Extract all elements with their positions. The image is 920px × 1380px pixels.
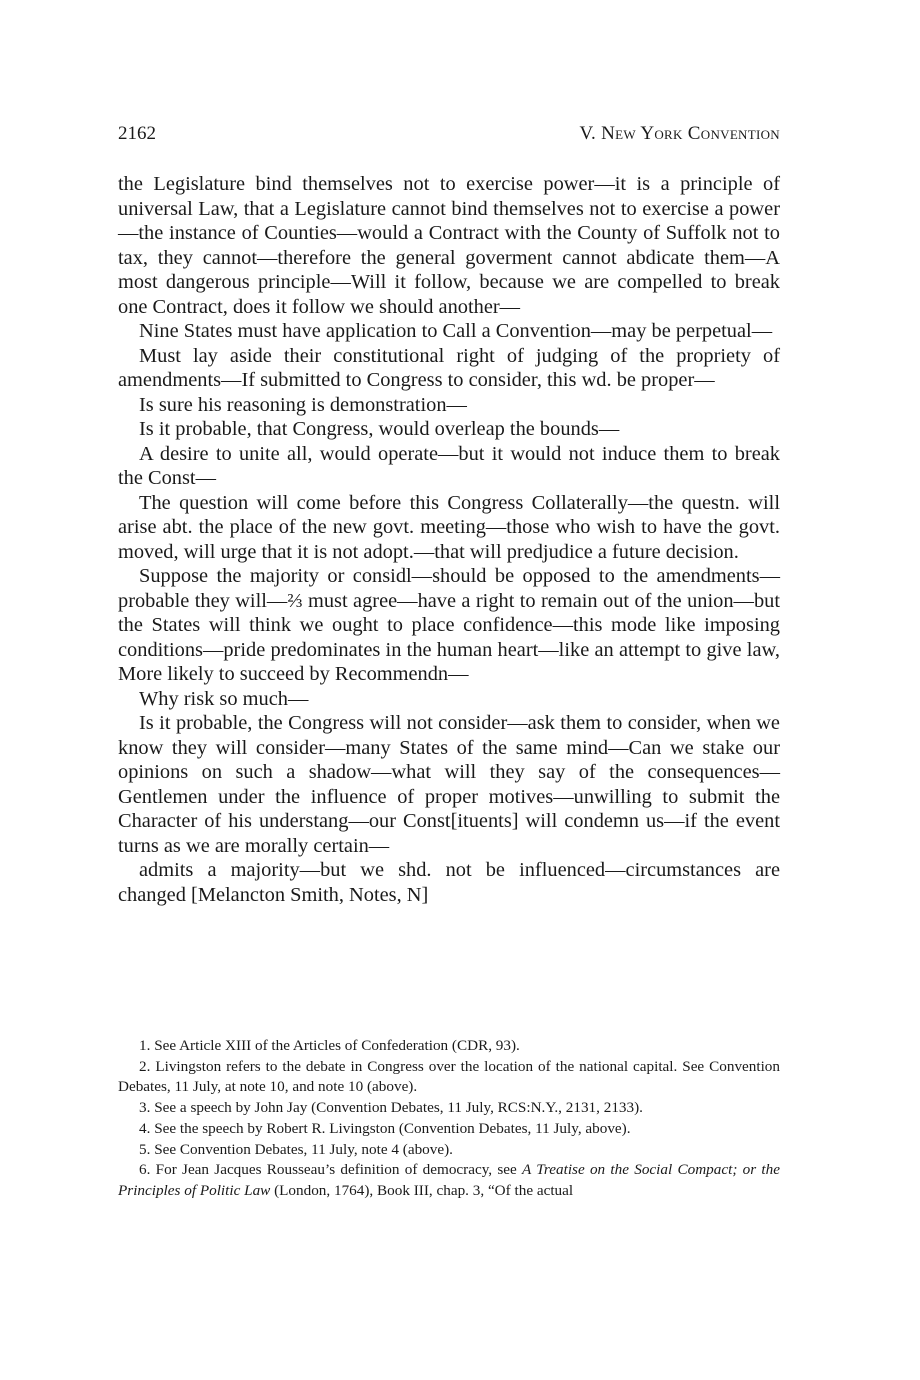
footnote: 2. Livingston refers to the debate in Congress over the location of the national capital. See Convention Debates, 11 July, at note 10, and note 10 (above). — [118, 1057, 780, 1096]
paragraph: Nine States must have application to Call a Convention—may be perpetual— — [139, 320, 773, 342]
running-head-part: Y — [635, 123, 655, 144]
footnote: 5. See Convention Debates, 11 July, note 4 (above). — [139, 1140, 453, 1158]
footnote-6-tail: (London, 1764), Book III, chap. 3, “Of the actual — [270, 1181, 574, 1199]
running-head-part: onvention — [700, 123, 780, 144]
paragraph: Is sure his reasoning is demonstration— — [139, 393, 467, 416]
footnote: 4. See the speech by Robert R. Livingston (Convention Debates, 11 July, above). — [139, 1119, 631, 1137]
running-head-part: ew — [615, 123, 636, 144]
paragraph: Why risk so much— — [139, 687, 309, 710]
paragraph: Suppose the majority or considl—should be opposed to the amendments—probable they will—⅔ must agree—have a right to remain out of the union—but the States will think we ought to place confidence—this mode like imposing conditions—pride predominates in the human heart—like an attempt to give law, More likely to succeed by Recommendn— — [118, 565, 780, 685]
paragraph: the Legislature bind themselves not to exercise power—it is a principle of universal Law, that a Legislature cannot bind themselves not to exercise a power—the instance of Counties—would a Contract with the County of Suffolk not to tax, they cannot—therefore the general goverment cannot abdicate them—A most dangerous principle—Will it follow, because we are compelled to break one Contract, does it follow we should another— — [118, 173, 780, 318]
footnote: 3. See a speech by John Jay (Convention Debates, 11 July, RCS:N.Y., 2131, 2133). — [139, 1099, 643, 1117]
footnote-6 — [118, 1160, 780, 1201]
footnote-6-title: A Treatise on the Social Compact; or the Principles of Politic Law — [118, 1161, 780, 1199]
paragraph: Is it probable, the Congress will not consider—ask them to consider, when we know they will consider—many States of the same mind—Can we stake our opinions on such a shadow—what will they say of the consequences—Gentlemen under the influence of proper motives—unwilling to submit the Character of his understang—our Const[ituents] will condemn us—if the event turns as we are morally certain— — [118, 712, 780, 857]
footnote-6-lead: 6. For Jean Jacques Rousseau’s definition of democracy, see — [139, 1161, 523, 1179]
paragraph: A desire to unite all, would operate—but it would not induce them to break the Const— — [118, 442, 780, 489]
footnote: 1. See Article XIII of the Articles of Confederation (CDR, 93). — [139, 1037, 520, 1054]
paragraph: Is it probable, that Congress, would overleap the bounds— — [139, 418, 620, 440]
body-text — [118, 172, 780, 907]
running-head — [579, 123, 780, 145]
paragraph: admits a majority—but we shd. not be influenced—circumstances are changed [Melancton Smith, Notes, N] — [118, 859, 780, 906]
page-header — [118, 123, 780, 151]
running-head-part: C — [682, 123, 701, 144]
footnotes — [118, 1036, 780, 1202]
paragraph: Must lay aside their constitutional right of judging of the propriety of amendments—If submitted to Congress to consider, this wd. be proper— — [118, 344, 780, 391]
page-number: 2162 — [118, 123, 156, 144]
running-head-part: ork — [654, 123, 683, 144]
running-head-part: V. N — [579, 123, 616, 144]
paragraph: The question will come before this Congress Collaterally—the questn. will arise abt. the place of the new govt. meeting—those who wish to have the govt. moved, will urge that it is not adopt.—that will predjudice a future decision. — [118, 491, 780, 563]
